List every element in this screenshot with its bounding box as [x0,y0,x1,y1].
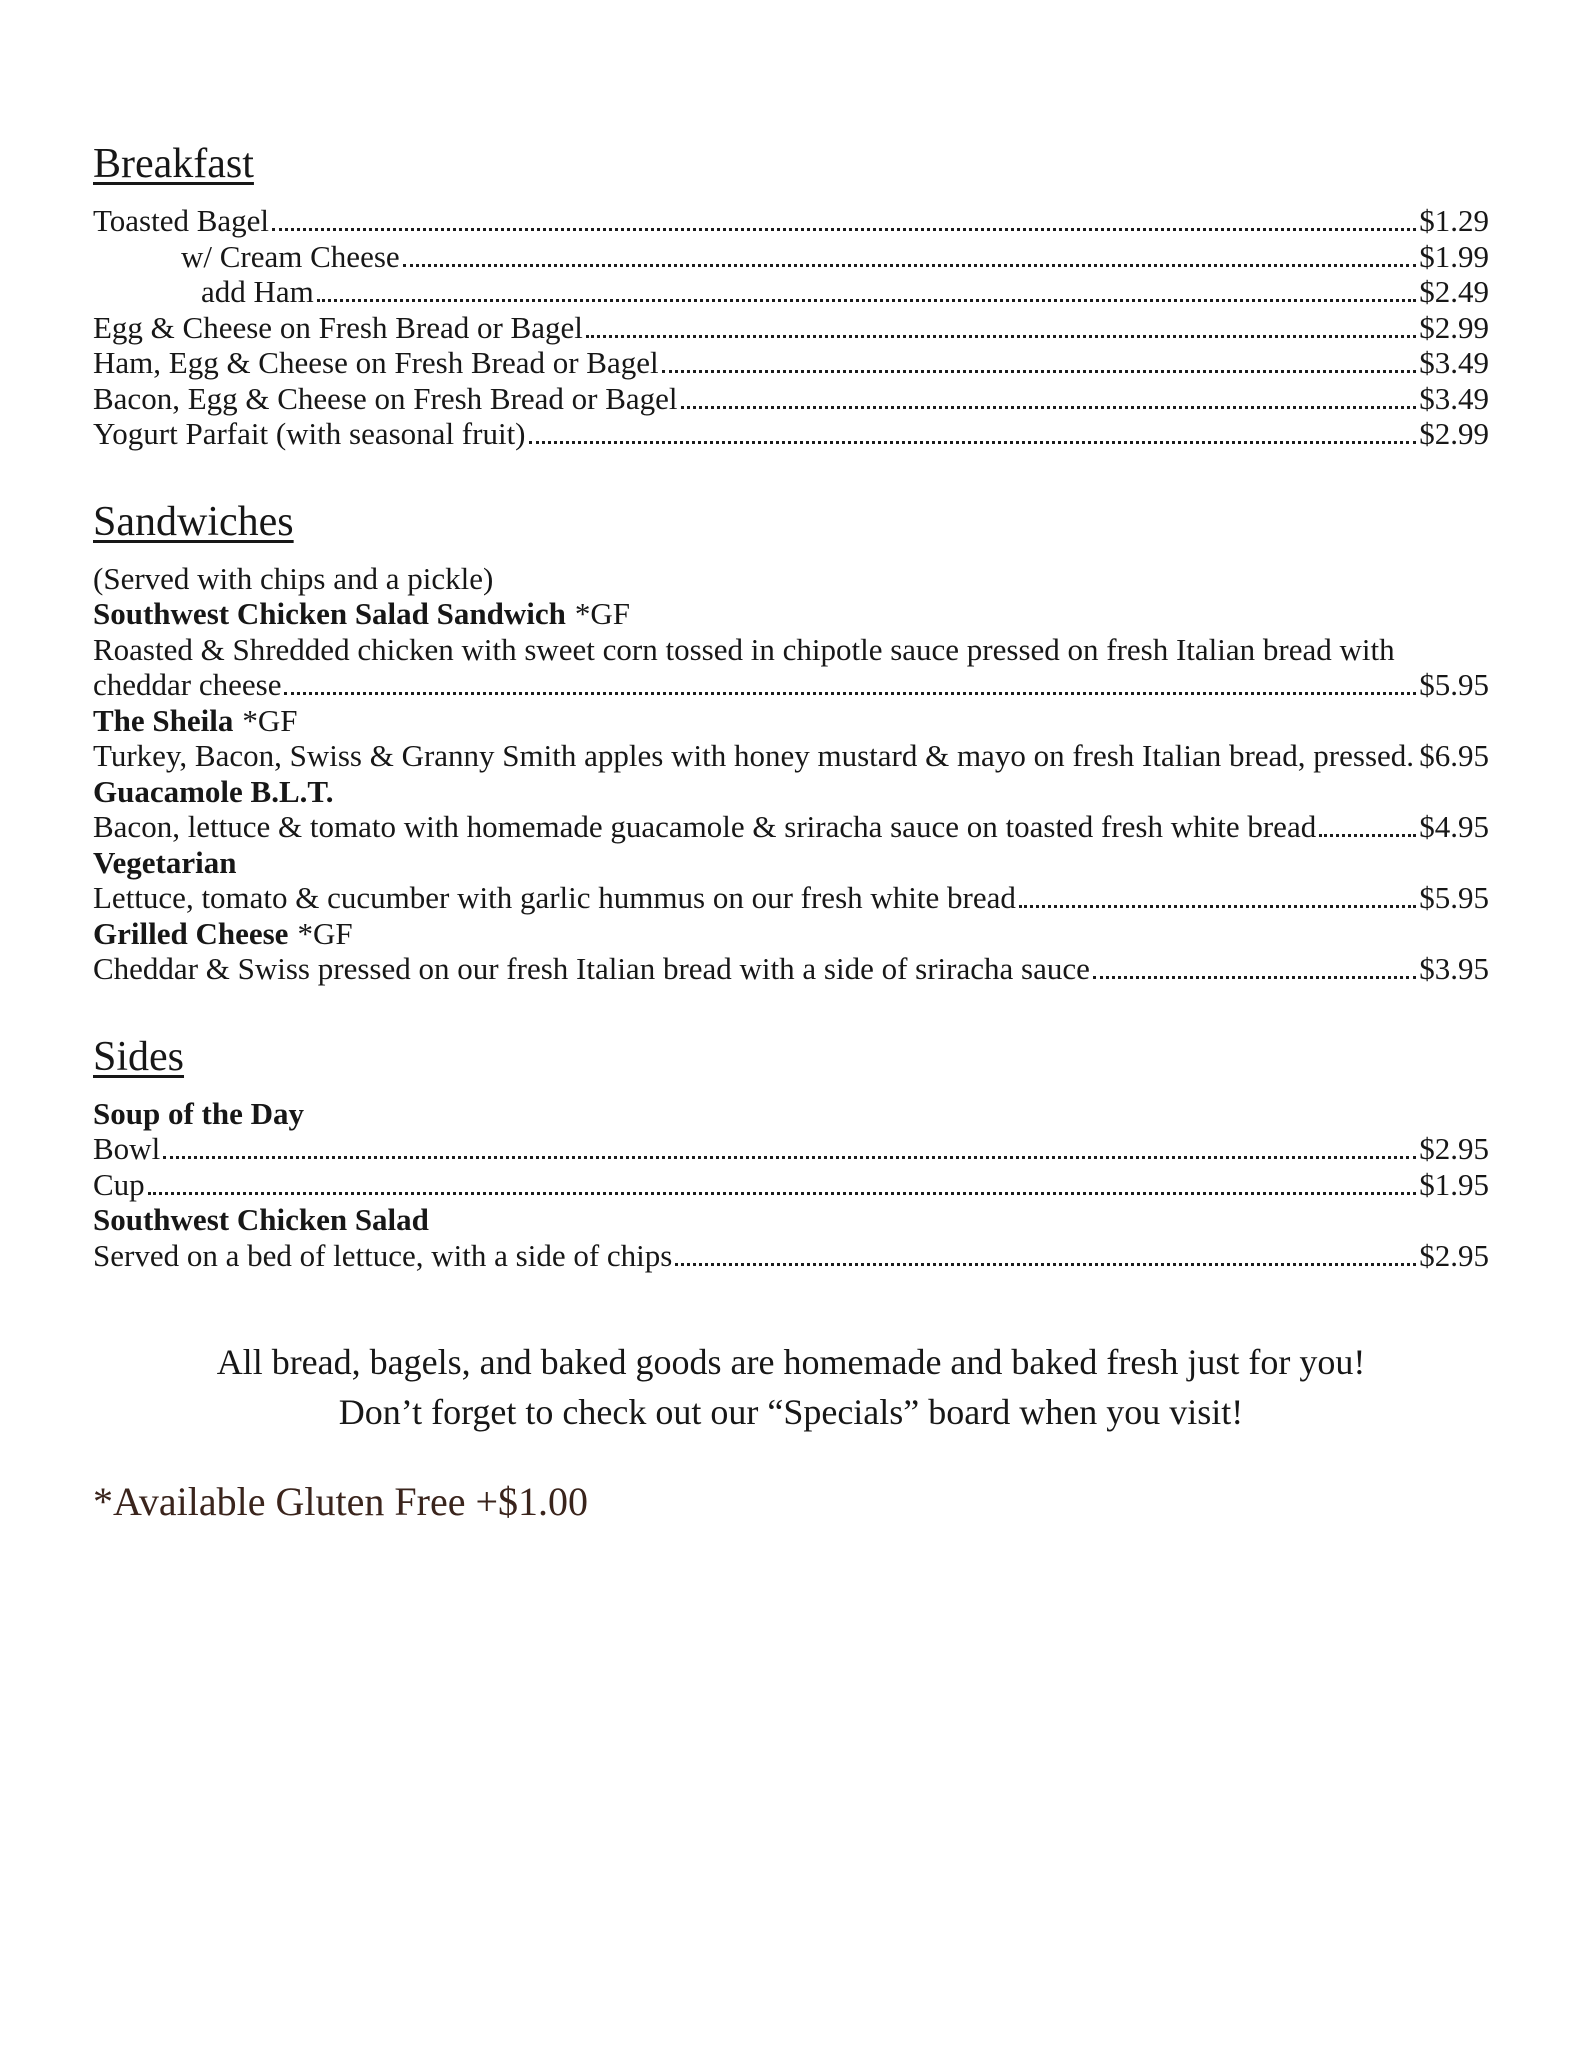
menu-price-line [93,1238,1489,1274]
menu-sections [93,140,1489,1273]
dot-leader [586,334,1416,337]
item-price: $1.99 [1419,238,1489,274]
menu-price-line [93,239,1489,275]
menu-item-name-row [93,916,1489,952]
item-text: add Ham [201,274,314,309]
menu-item-name-row [93,774,1489,810]
item-text: Southwest Chicken Salad [93,1202,429,1237]
menu-section-breakfast [93,140,1489,452]
item-text: Cheddar & Swiss pressed on our fresh Italian bread with a side of sriracha sauce [93,951,1090,986]
item-price: $3.95 [1419,951,1489,986]
gluten-free-note: *Available Gluten Free +$1.00 [93,1479,589,1524]
menu-price-line [93,880,1489,916]
item-text: Southwest Chicken Salad Sandwich [93,596,566,631]
menu-price-line [93,310,1489,346]
menu-price-line [93,203,1489,239]
menu-item-name-row [93,596,1489,632]
menu-item-name-row [93,703,1489,739]
dot-leader [1093,976,1416,979]
dot-leader [662,370,1417,373]
item-price: $3.49 [1419,345,1489,380]
section-note [93,561,1489,597]
menu-price-line [93,381,1489,417]
item-text: cheddar cheese [93,667,282,702]
menu-item-name-row [93,1202,1489,1238]
dot-leader [163,1156,1416,1159]
dot-leader [317,299,1416,302]
item-text: Roasted & Shredded chicken with sweet corn tossed in chipotle sauce pressed on fresh Italian bread with [93,631,1395,667]
item-text: Served on a bed of lettuce, with a side of chips [93,1237,673,1273]
item-text: Ham, Egg & Cheese on Fresh Bread or Bagel [93,345,659,380]
dot-leader [529,441,1417,444]
item-text: Egg & Cheese on Fresh Bread or Bagel [93,309,583,345]
item-text: Lettuce, tomato & cucumber with garlic hummus on our fresh white bread [93,880,1016,915]
menu-item-description [93,632,1489,668]
gluten-free-tag: *GF [242,702,298,738]
menu-price-line [93,809,1489,845]
item-text: The Sheila [93,702,234,738]
menu-item-name-row [93,845,1489,881]
item-text: Toasted Bagel [93,203,270,238]
item-price: $5.95 [1419,667,1489,702]
dot-leader [148,1191,1417,1194]
item-price: $2.95 [1419,1237,1489,1273]
gluten-free-tag: *GF [297,915,353,951]
dot-leader [675,1262,1416,1265]
item-price: $2.99 [1419,309,1489,345]
section-heading-row [93,140,1489,197]
menu-section-sandwiches [93,498,1489,987]
item-text: Guacamole B.L.T. [93,773,334,809]
menu-price-line [93,274,1489,310]
dot-leader [1019,905,1416,908]
dot-leader [284,692,1416,695]
menu-price-line [93,951,1489,987]
item-text: Bowl [93,1131,161,1166]
item-price: $1.29 [1419,203,1489,238]
dot-leader [272,228,1416,231]
footer-line-1: All bread, bagels, and baked goods are homemade and baked fresh just for you! [216,1342,1366,1382]
item-price: $2.95 [1419,1131,1489,1166]
menu-price-line [93,1131,1489,1167]
item-text: Vegetarian [93,844,237,880]
item-price: $5.95 [1419,880,1489,915]
item-text: Yogurt Parfait (with seasonal fruit) [93,416,526,451]
dot-leader [681,405,1417,408]
menu-price-line [93,416,1489,452]
menu-price-line [93,345,1489,381]
menu-item-name-row [93,1096,1489,1132]
item-price: $2.99 [1419,416,1489,451]
section-heading-row [93,498,1489,555]
item-price: $3.49 [1419,380,1489,416]
section-title: Sides [93,1033,185,1080]
item-price: $6.95 [1419,738,1489,773]
dot-leader [403,263,1417,266]
item-text: Cup [93,1166,145,1202]
item-text: Turkey, Bacon, Swiss & Granny Smith apples with honey mustard & mayo on fresh Italian bread, pressed. [93,738,1415,773]
item-text: Grilled Cheese [93,915,289,951]
item-text: w/ Cream Cheese [181,238,400,274]
gluten-free-tag: *GF [574,596,631,631]
section-note-text: (Served with chips and a pickle) [93,560,494,596]
footer-line-2: Don’t forget to check out our “Specials” board when you visit! [338,1392,1244,1432]
dot-leader [1319,834,1416,837]
menu-section-sides [93,1033,1489,1274]
section-title: Breakfast [93,141,254,187]
item-price: $4.95 [1419,809,1489,844]
item-price: $2.49 [1419,274,1489,309]
section-title: Sandwiches [93,498,294,545]
item-text: Bacon, lettuce & tomato with homemade guacamole & sriracha sauce on toasted fresh white bread [93,809,1317,844]
item-text: Soup of the Day [93,1095,305,1131]
menu-price-line [93,1167,1489,1203]
section-heading-row [93,1033,1489,1090]
item-price: $1.95 [1419,1166,1489,1202]
footer-message [93,1337,1489,1437]
menu-price-line [93,738,1489,774]
item-text: Bacon, Egg & Cheese on Fresh Bread or Bagel [93,380,678,416]
menu-price-line [93,667,1489,703]
